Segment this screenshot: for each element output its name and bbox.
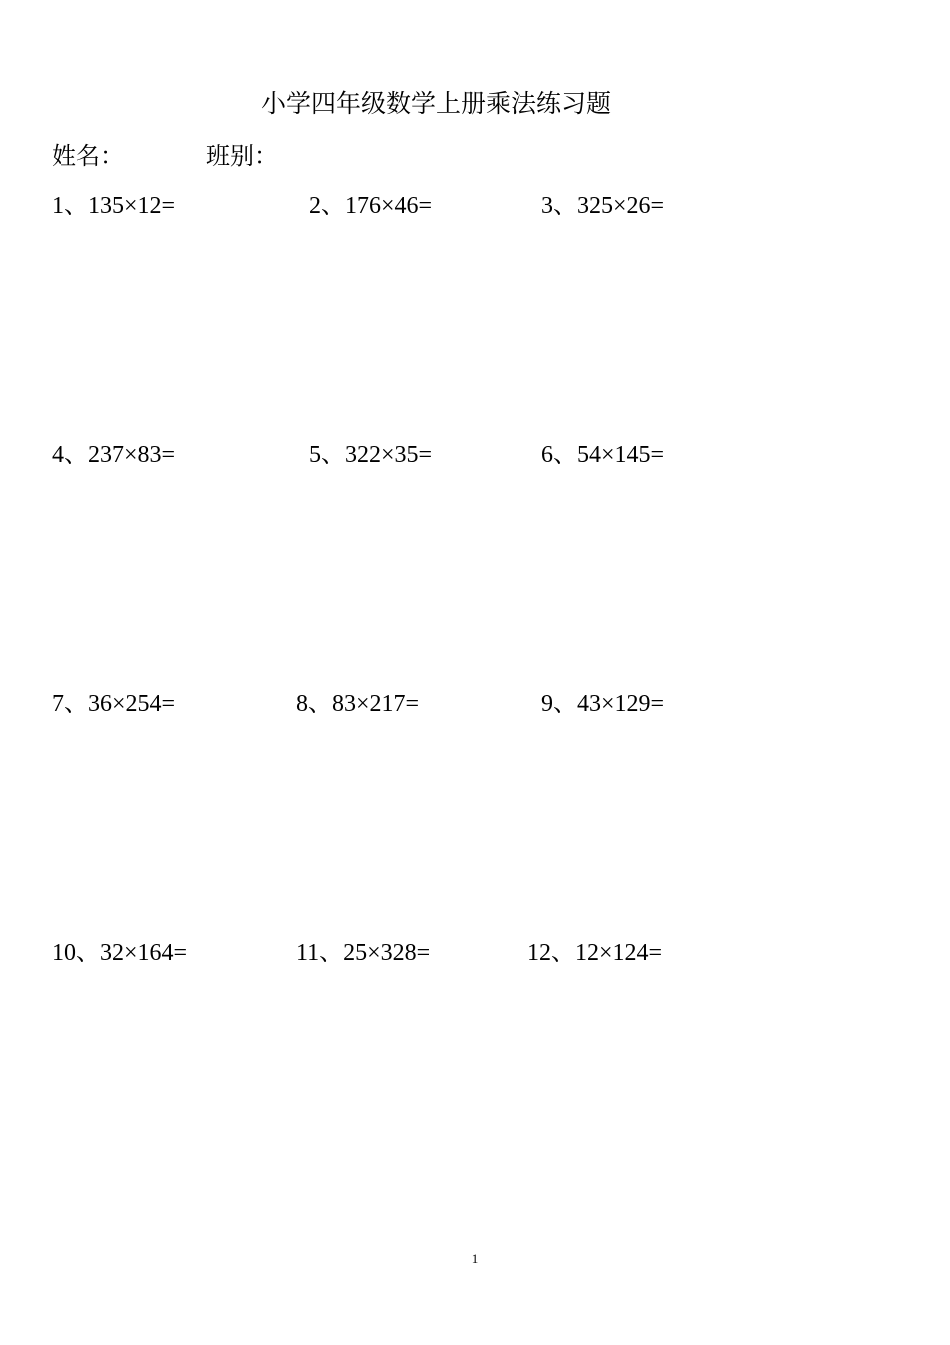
problem-9: 9、43×129= [541, 691, 665, 717]
problem-3: 3、325×26= [541, 193, 665, 219]
problem-2: 2、176×46= [309, 193, 433, 219]
page-title: 小学四年级数学上册乘法练习题 [260, 91, 611, 118]
name-field-label: 姓名： [52, 144, 124, 170]
class-field-label: 班别： [206, 144, 278, 170]
problem-8: 8、83×217= [296, 691, 420, 717]
problem-1: 1、135×12= [52, 193, 176, 219]
problem-12: 12、12×124= [527, 940, 663, 966]
problem-7: 7、36×254= [52, 691, 176, 717]
problem-6: 6、54×145= [541, 442, 665, 468]
problem-4: 4、237×83= [52, 442, 176, 468]
problem-10: 10、32×164= [52, 940, 188, 966]
problem-5: 5、322×35= [309, 442, 433, 468]
problem-11: 11、25×328= [296, 940, 431, 966]
page-number: 1 [471, 1251, 479, 1266]
